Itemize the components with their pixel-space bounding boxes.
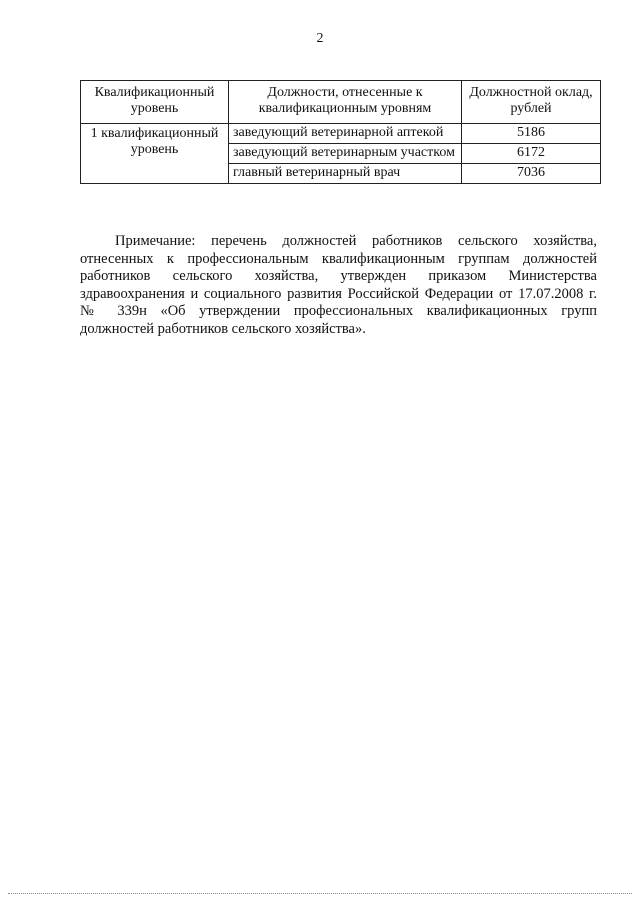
header-positions: Должности, отнесенные к квалификационным уровням	[229, 81, 462, 124]
salary-cell: 6172	[462, 144, 601, 164]
table-row	[81, 124, 601, 144]
table-header-row	[81, 81, 601, 124]
position-cell: заведующий ветеринарным участком	[229, 144, 462, 164]
note-paragraph: Примечание: перечень должностей работников сельского хозяйства, отнесенных к профессиональным квалификационным группам должностей работников сельского хозяйства, утвержден приказом Министерства здравоохранения и социального развития Российской Федерации от 17.07.2008 г. № 339н «Об утверждении профессиональных квалификационных групп должностей работников сельского хозяйства».	[80, 233, 597, 337]
salary-cell: 5186	[462, 124, 601, 144]
page-bottom-divider	[8, 893, 632, 894]
qualification-table	[80, 80, 601, 184]
position-cell: заведующий ветеринарной аптекой	[229, 124, 462, 144]
header-salary: Должностной оклад, рублей	[462, 81, 601, 124]
level-cell: 1 квалификационный уровень	[81, 124, 229, 184]
header-level: Квалификационный уровень	[81, 81, 229, 124]
page-number: 2	[316, 31, 324, 46]
position-cell: главный ветеринарный врач	[229, 164, 462, 184]
salary-cell: 7036	[462, 164, 601, 184]
